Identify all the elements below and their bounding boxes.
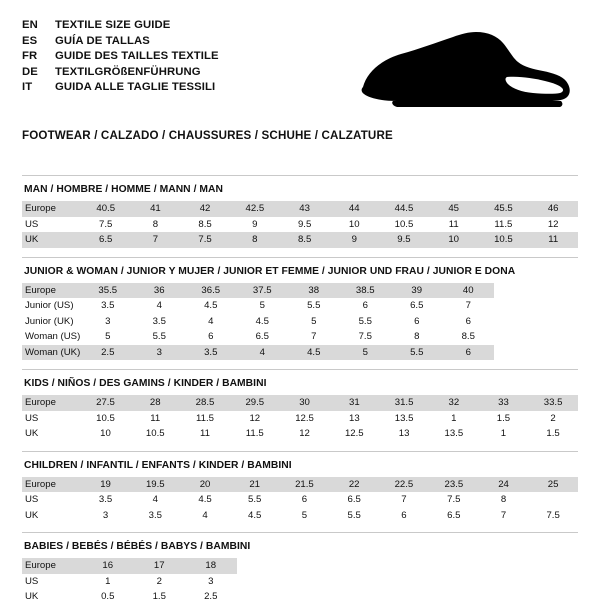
cell: 40: [443, 283, 495, 299]
row-label: UK: [22, 232, 81, 248]
table-row: [22, 411, 578, 427]
cell: 7.5: [99, 218, 113, 230]
size-table: [22, 477, 578, 524]
row-label: UK: [25, 428, 39, 440]
table-row: [22, 329, 494, 345]
footwear-category-title: FOOTWEAR / CALZADO / CHAUSSURES / SCHUHE / CALZATURE: [22, 129, 393, 142]
cell: 7: [465, 300, 471, 312]
cell: 3: [105, 315, 111, 327]
cell: 11: [150, 412, 161, 424]
dress-shoe-icon: [357, 30, 572, 112]
cell: 10: [348, 218, 360, 230]
cell: 1: [105, 575, 111, 587]
cell: 45: [429, 201, 479, 217]
cell: 8: [152, 218, 159, 230]
row-label: Europe: [22, 201, 81, 217]
table-row: [22, 492, 578, 508]
spacer: [22, 360, 578, 369]
table-row: [22, 201, 578, 217]
language-title: TEXTILE SIZE GUIDE: [55, 19, 171, 31]
cell: 7.5: [546, 509, 560, 521]
row-label: Europe: [22, 395, 81, 411]
cell: 4: [208, 315, 214, 327]
cell: 46: [528, 201, 578, 217]
row-label: Woman (UK): [22, 345, 82, 361]
cell: 4.5: [248, 509, 262, 521]
row-label: US: [25, 218, 39, 230]
section-title: CHILDREN / INFANTIL / ENFANTS / KINDER / BAMBINI: [22, 451, 578, 477]
cell: 35.5: [82, 283, 134, 299]
header: [22, 18, 578, 112]
cell: 6: [401, 509, 407, 521]
cell: 4: [237, 345, 289, 361]
cell: 6: [443, 345, 495, 361]
cell: 13.5: [394, 412, 414, 424]
language-row: [22, 18, 219, 33]
cell: 29.5: [230, 395, 280, 411]
cell: 5: [340, 345, 392, 361]
section-children: [22, 451, 578, 524]
cell: 4: [156, 300, 162, 312]
cell: 3: [208, 575, 214, 587]
cell: 12.5: [295, 412, 314, 424]
cell: 3: [134, 345, 186, 361]
table-row: [22, 508, 578, 524]
cell: 6: [465, 315, 471, 327]
cell: 12: [299, 428, 310, 440]
cell: 2: [550, 412, 556, 424]
cell: 6.5: [255, 331, 269, 343]
row-label: Junior (UK): [25, 315, 74, 327]
cell: 3.5: [148, 509, 162, 521]
size-table: [22, 558, 237, 605]
table-row: [22, 426, 578, 442]
cell: 13.5: [444, 428, 464, 440]
cell: 3.5: [98, 494, 113, 506]
cell: 7: [500, 509, 507, 521]
cell: 4.5: [204, 300, 218, 312]
cell: 28.5: [180, 395, 230, 411]
cell: 37.5: [237, 283, 289, 299]
language-title: GUÍA DE TALLAS: [55, 34, 150, 47]
cell: 11: [448, 218, 459, 230]
cell: 7.5: [180, 232, 230, 248]
cell: 44: [329, 201, 379, 217]
cell: 40.5: [81, 201, 131, 217]
cell: 8: [230, 232, 280, 248]
cell: 18: [185, 558, 237, 574]
section-babies: [22, 532, 578, 605]
table-row: [22, 314, 494, 330]
section-title: MAN / HOMBRE / HOMME / MANN / MAN: [22, 175, 578, 201]
cell: 10.5: [394, 218, 414, 230]
language-code: ES: [22, 34, 38, 47]
cell: 2.5: [204, 591, 218, 603]
cell: 3.5: [152, 315, 166, 327]
row-label: US: [25, 575, 39, 587]
section-junior-woman: [22, 257, 578, 361]
table-row: [22, 283, 494, 299]
row-label: Junior (US): [25, 300, 74, 312]
cell: 32: [429, 395, 479, 411]
cell: 10.5: [478, 232, 528, 248]
cell: 2: [156, 575, 162, 587]
cell: 21.5: [279, 477, 329, 493]
cell: 38: [288, 283, 340, 299]
cell: 19.5: [130, 477, 180, 493]
cell: 39: [391, 283, 443, 299]
cell: 42: [180, 201, 230, 217]
cell: 11.5: [494, 218, 513, 230]
language-code: FR: [22, 50, 38, 62]
cell: 5: [259, 300, 265, 312]
cell: 3.5: [101, 300, 115, 312]
cell: 9: [252, 218, 258, 230]
section-kids: [22, 369, 578, 442]
cell: 10.5: [96, 412, 115, 424]
cell: 7.5: [358, 331, 372, 343]
cell: 10: [429, 232, 479, 248]
cell: 13: [398, 428, 410, 440]
cell: 7: [311, 331, 317, 343]
cell: 3: [102, 509, 109, 521]
cell: 43: [280, 201, 330, 217]
cell: 5.5: [347, 509, 361, 521]
cell: 45.5: [478, 201, 528, 217]
cell: [528, 492, 578, 508]
cell: 1.5: [152, 591, 166, 603]
table-row: [22, 345, 494, 361]
language-row: [22, 34, 219, 49]
cell: 19: [81, 477, 131, 493]
section-title: JUNIOR & WOMAN / JUNIOR Y MUJER / JUNIOR ET FEMME / JUNIOR UND FRAU / JUNIOR E DONA: [22, 257, 578, 283]
language-title: GUIDE DES TAILLES TEXTILE: [55, 50, 219, 62]
language-code: IT: [22, 81, 33, 93]
cell: 7: [131, 232, 181, 248]
cell: 27.5: [81, 395, 131, 411]
table-row: [22, 395, 578, 411]
row-label: Europe: [22, 558, 82, 574]
cell: 8.5: [280, 232, 330, 248]
cell: 0.5: [101, 591, 115, 603]
section-title: BABIES / BEBÉS / BÉBÉS / BABYS / BAMBINI: [22, 532, 578, 558]
cell: 13: [348, 412, 360, 424]
cell: 22.5: [379, 477, 429, 493]
cell: 4: [202, 509, 208, 521]
table-row: [22, 574, 237, 590]
cell: 10: [100, 428, 111, 440]
cell: 7.5: [447, 494, 461, 506]
table-row: [22, 589, 237, 605]
size-table: [22, 283, 494, 361]
language-row: [22, 49, 219, 64]
cell: 28: [130, 395, 180, 411]
cell: 12.5: [344, 428, 364, 440]
spacer: [22, 523, 578, 532]
cell: 5: [105, 331, 111, 343]
cell: 8: [414, 331, 420, 343]
cell: 41: [131, 201, 181, 217]
row-label: US: [25, 494, 39, 506]
cell: 2.5: [82, 345, 134, 361]
size-table: [22, 201, 578, 248]
language-list: [22, 18, 219, 95]
cell: 11.5: [196, 412, 214, 424]
cell: 6.5: [347, 494, 361, 506]
cell: 11.5: [245, 428, 264, 440]
cell: 6: [301, 494, 308, 506]
row-label: UK: [25, 509, 39, 521]
row-label: UK: [25, 591, 39, 603]
cell: 9.5: [297, 218, 312, 230]
table-row: [22, 232, 578, 248]
cell: 6.5: [447, 509, 461, 521]
cell: 1: [451, 412, 457, 424]
cell: 1: [500, 428, 507, 440]
cell: 5.5: [152, 331, 166, 343]
table-row: [22, 298, 494, 314]
cell: 5.5: [391, 345, 443, 361]
cell: 9.5: [379, 232, 429, 248]
cell: 38.5: [340, 283, 392, 299]
table-row: [22, 558, 237, 574]
table-row: [22, 217, 578, 233]
cell: 16: [82, 558, 134, 574]
cell: 8: [500, 494, 507, 506]
cell: 5: [311, 315, 317, 327]
cell: 17: [134, 558, 186, 574]
cell: 12: [249, 412, 261, 424]
language-code: DE: [22, 65, 38, 78]
cell: 31: [329, 395, 379, 411]
cell: 4.5: [198, 494, 212, 506]
cell: 10.5: [145, 428, 165, 440]
cell: 30: [280, 395, 330, 411]
row-label: Woman (US): [25, 331, 81, 343]
cell: 33.5: [528, 395, 578, 411]
size-tables: [22, 175, 578, 605]
cell: 42.5: [230, 201, 280, 217]
cell: 5.5: [358, 315, 372, 327]
language-code: EN: [22, 19, 38, 31]
cell: 22: [329, 477, 379, 493]
section-title: KIDS / NIÑOS / DES GAMINS / KINDER / BAMBINI: [22, 369, 578, 395]
cell: 1.5: [496, 412, 511, 424]
cell: 9: [329, 232, 379, 248]
cell: 3.5: [185, 345, 237, 361]
language-title: GUIDA ALLE TAGLIE TESSILI: [55, 81, 216, 93]
cell: 24: [479, 477, 529, 493]
cell: 7: [401, 494, 407, 506]
cell: 11: [200, 428, 210, 440]
cell: 6: [414, 315, 420, 327]
row-label: US: [25, 412, 39, 424]
size-table: [22, 395, 578, 442]
language-title: TEXTILGRÖßENFÜHRUNG: [55, 65, 201, 78]
cell: 8.5: [461, 331, 475, 343]
cell: 21: [230, 477, 280, 493]
cell: 1.5: [546, 428, 560, 440]
cell: 25: [528, 477, 578, 493]
cell: 20: [180, 477, 230, 493]
cell: 36: [134, 283, 186, 299]
cell: 5.5: [307, 300, 321, 312]
cell: 23.5: [429, 477, 479, 493]
cell: 4.5: [288, 345, 340, 361]
cell: 6: [362, 300, 368, 312]
cell: 44.5: [379, 201, 429, 217]
cell: 5: [301, 509, 308, 521]
cell: 33: [479, 395, 528, 411]
cell: 8.5: [198, 218, 212, 230]
cell: 5.5: [248, 494, 262, 506]
cell: 4: [152, 494, 158, 506]
spacer: [22, 442, 578, 451]
row-label: Europe: [22, 477, 81, 493]
spacer: [22, 248, 578, 257]
cell: 4.5: [255, 315, 269, 327]
cell: 6: [208, 331, 214, 343]
language-row: [22, 65, 219, 80]
cell: 11: [528, 232, 578, 248]
cell: 6.5: [410, 300, 424, 312]
cell: 36.5: [185, 283, 237, 299]
section-man: [22, 175, 578, 248]
table-row: [22, 477, 578, 493]
cell: 12: [547, 218, 559, 230]
language-row: [22, 80, 219, 95]
cell: 6.5: [81, 232, 131, 248]
row-label: Europe: [22, 283, 82, 299]
cell: 31.5: [379, 395, 429, 411]
